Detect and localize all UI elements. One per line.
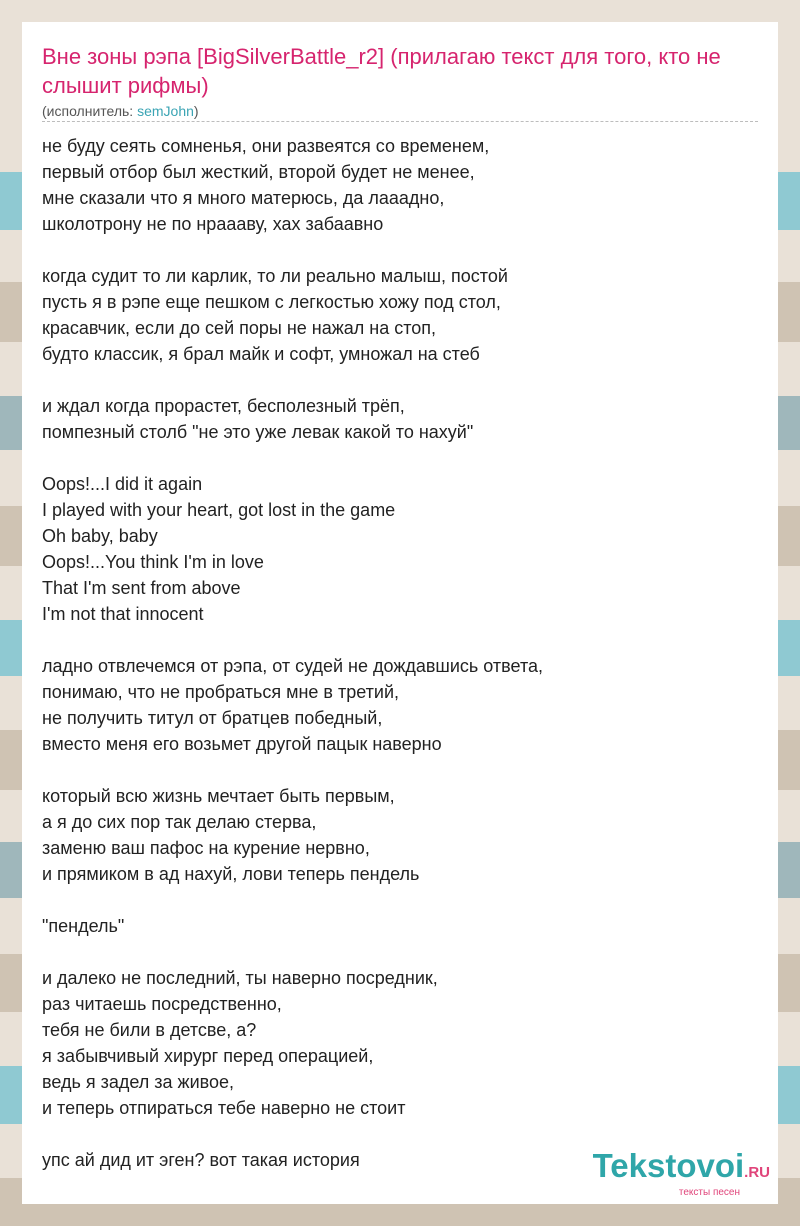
lyric-line: ведь я задел за живое, [42, 1072, 235, 1092]
stanza-gap [42, 1121, 758, 1147]
lyric-line: раз читаешь посредственно, [42, 994, 282, 1014]
stanza-gap [42, 367, 758, 393]
lyric-line: и ждал когда прорастет, бесполезный трёп, [42, 396, 405, 416]
stanza-gap [42, 445, 758, 471]
lyric-line: понимаю, что не пробраться мне в третий, [42, 682, 400, 702]
page-title: Вне зоны рэпа [BigSilverBattle_r2] (прилагаю текст для того, кто не слышит рифмы) [42, 44, 721, 98]
stanza-gap [42, 757, 758, 783]
lyric-line: а я до сих пор так делаю стерва, [42, 812, 317, 832]
logo-domain: .RU [744, 1164, 770, 1181]
lyric-line: упс ай дид ит эген? вот такая история [42, 1150, 360, 1170]
lyric-line: не получить титул от братцев победный, [42, 708, 383, 728]
artist-line [42, 103, 758, 122]
lyric-line: и далеко не последний, ты наверно посредник, [42, 968, 438, 988]
lyric-line: Oops!...I did it again [42, 474, 203, 494]
lyric-line: когда судит то ли карлик, то ли реально малыш, постой [42, 266, 508, 286]
lyric-line: будто классик, я брал майк и софт, умножал на стеб [42, 344, 480, 364]
lyric-line: и теперь отпираться тебе наверно не стоит [42, 1098, 406, 1118]
lyric-line: Oops!...You think I'm in love [42, 552, 264, 572]
lyrics-text [42, 133, 758, 1173]
stanza-gap [42, 939, 758, 965]
lyric-line: вместо меня его возьмет другой пацык наверно [42, 734, 442, 754]
lyric-line: помпезный столб "не это уже левак какой то нахуй" [42, 422, 474, 442]
lyric-line: заменю ваш пафос на курение нервно, [42, 838, 370, 858]
stanza-gap [42, 887, 758, 913]
site-logo[interactable] [592, 1147, 770, 1198]
lyric-line: школотрону не по нраааву, хах забаавно [42, 214, 384, 234]
lyric-line: Oh baby, baby [42, 526, 158, 546]
lyric-line: не буду сеять сомненья, они развеятся со временем, [42, 136, 490, 156]
lyric-line: мне сказали что я много матерюсь, да лаааднo, [42, 188, 445, 208]
artist-suffix: ) [193, 103, 199, 119]
lyric-line: красавчик, если до сей поры не нажал на стоп, [42, 318, 437, 338]
stanza-gap [42, 237, 758, 263]
lyric-line: пусть я в рэпе еще пешком с легкостью хожу под стол, [42, 292, 501, 312]
lyric-line: I'm not that innocent [42, 604, 204, 624]
lyric-line: ладно отвлечемся от рэпа, от судей не дождавшись ответа, [42, 656, 543, 676]
artist-link[interactable]: semJohn [137, 103, 194, 119]
artist-prefix: (исполнитель: [42, 103, 138, 119]
lyric-line: тебя не били в детсве, а? [42, 1020, 257, 1040]
lyric-line: и прямиком в ад нахуй, лови теперь пендель [42, 864, 420, 884]
lyric-line: "пендель" [42, 916, 125, 936]
lyric-line: That I'm sent from above [42, 578, 241, 598]
lyric-line: первый отбор был жесткий, второй будет не менее, [42, 162, 475, 182]
logo-wordmark [592, 1147, 770, 1189]
lyric-line: I played with your heart, got lost in the game [42, 500, 396, 520]
logo-tagline: тексты песен [678, 1187, 740, 1198]
logo-name: Tekstovoi [592, 1147, 745, 1184]
lyric-line: я забывчивый хирург перед операцией, [42, 1046, 374, 1066]
lyric-line: который всю жизнь мечтает быть первым, [42, 786, 395, 806]
stanza-gap [42, 627, 758, 653]
lyrics-card [22, 22, 778, 1204]
